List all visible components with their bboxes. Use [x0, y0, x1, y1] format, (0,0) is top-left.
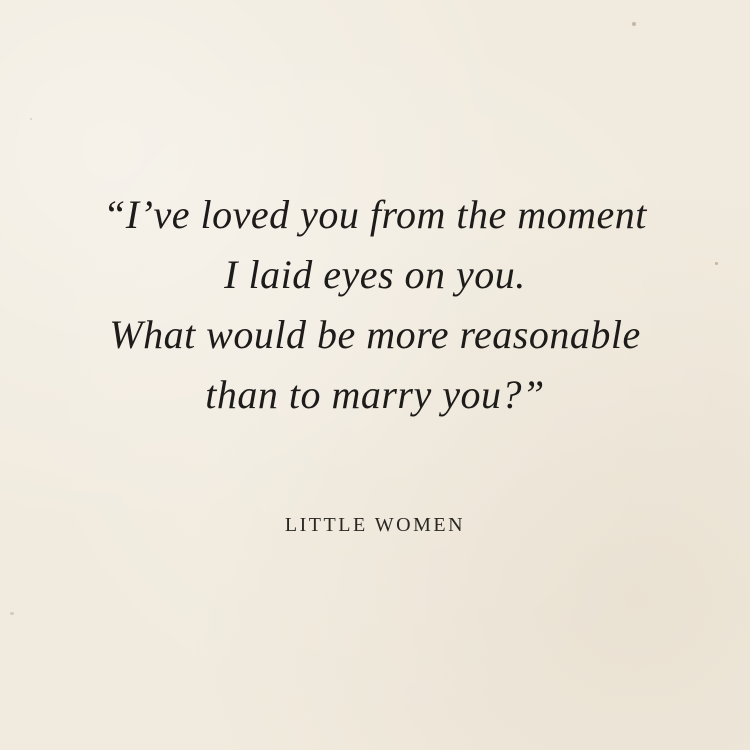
paper-speck: [30, 118, 32, 120]
quote-line-2: I laid eyes on you.: [224, 252, 526, 297]
book-title-attribution: LITTLE WOMEN: [284, 514, 466, 536]
paper-speck: [632, 22, 636, 26]
quote-line-4: than to marry you?”: [205, 372, 545, 417]
paper-speck: [10, 612, 14, 615]
quote-line-1: “I’ve loved you from the moment: [103, 192, 647, 237]
quote-text: [0, 185, 750, 425]
quote-line-3: What would be more reasonable: [109, 312, 641, 357]
